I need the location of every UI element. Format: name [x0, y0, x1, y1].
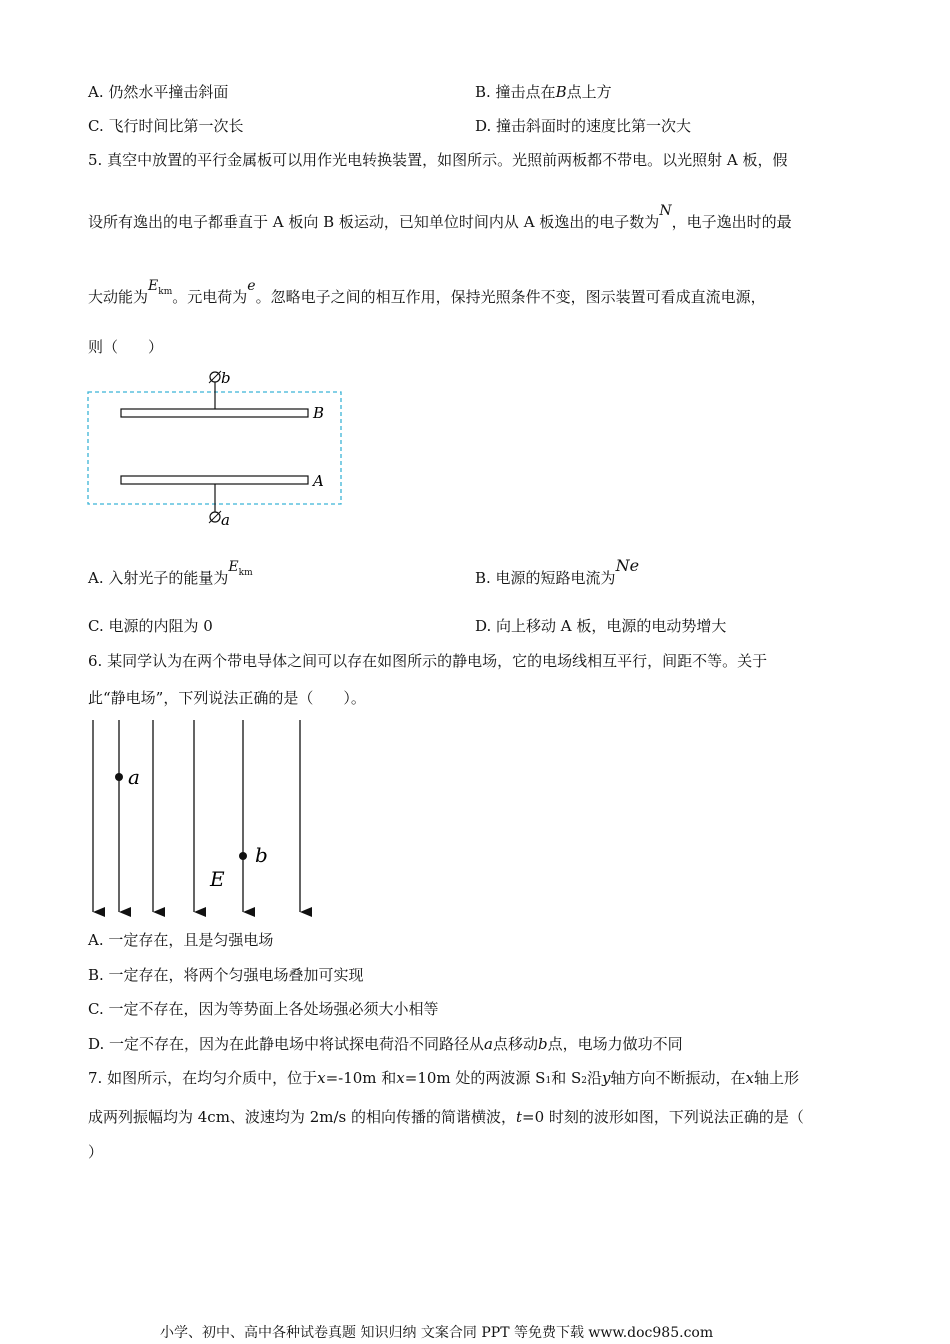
q6-option-b: B. 一定存在，将两个匀强电场叠加可实现 — [88, 966, 364, 984]
q4-option-b: B. 撞击点在B点上方 — [475, 83, 612, 101]
q5-line-1: 5. 真空中放置的平行金属板可以用作光电转换装置，如图所示。光照前两板都不带电。以光照射 A 板，假 — [88, 151, 788, 169]
q7-line-2: 成两列振幅均为 4cm、波速均为 2m/s 的相向传播的简谐横波，t=0 时刻的波形如图，下列说法正确的是（ — [88, 1108, 804, 1126]
label-b: b — [221, 369, 231, 387]
q5-line-2: 设所有逸出的电子都垂直于 A 板向 B 板运动，已知单位时间内从 A 板逸出的电子数为N，电子逸出时的最 — [88, 203, 792, 231]
q6-option-d: D. 一定不存在，因为在此静电场中将试探电荷沿不同路径从a点移动b点，电场力做功不同 — [88, 1035, 683, 1053]
q6-option-c: C. 一定不存在，因为等势面上各处场强必须大小相等 — [88, 1000, 439, 1018]
footer-text: 小学、初中、高中各种试卷真题 知识归纳 文案合同 PPT 等免费下载 www.doc985.com — [160, 1325, 714, 1341]
q6-field-figure — [80, 718, 320, 918]
q5-plates-figure — [80, 362, 360, 532]
label-e: E — [210, 867, 225, 891]
plate-a — [121, 476, 308, 484]
q4-option-d: D. 撞击斜面时的速度比第一次大 — [475, 117, 692, 135]
point-b — [239, 852, 247, 860]
q4-option-a: A. 仍然水平撞击斜面 — [88, 83, 229, 101]
label-plate-b: B — [313, 404, 325, 422]
q5-option-b: B. 电源的短路电流为Ne — [475, 556, 640, 587]
q5-option-d: D. 向上移动 A 板，电源的电动势增大 — [475, 617, 727, 635]
q6-line-2: 此“静电场”，下列说法正确的是（ ）。 — [88, 689, 366, 707]
label-a: a — [128, 765, 140, 789]
q7-line-1: 7. 如图所示，在均匀介质中，位于x=-10m 和x=10m 处的两波源 S1和 S2沿y轴方向不断振动，在x轴上形 — [88, 1069, 799, 1087]
q5-option-a: A. 入射光子的能量为$E^{km}$ — [88, 559, 253, 587]
q6-line-1: 6. 某同学认为在两个带电导体之间可以存在如图所示的静电场，它的电场线相互平行，间距不等。关于 — [88, 652, 768, 670]
q7-line-3: ） — [88, 1143, 104, 1161]
label-b: b — [255, 843, 268, 867]
plate-b — [121, 409, 308, 417]
point-a — [115, 773, 123, 781]
label-a: a — [221, 511, 230, 529]
q5-line-4: 则（ ） — [88, 338, 164, 356]
q5-line-3: 大动能为$E^{km}$。元电荷为e。忽略电子之间的相互作用，保持光照条件不变，图示装置可看成直流电源， — [88, 278, 766, 306]
q4-option-c: C. 飞行时间比第一次长 — [88, 117, 244, 135]
q6-option-a: A. 一定存在，且是匀强电场 — [88, 931, 274, 949]
q5-option-c: C. 电源的内阻为 0 — [88, 617, 213, 635]
label-plate-a: A — [313, 472, 324, 490]
